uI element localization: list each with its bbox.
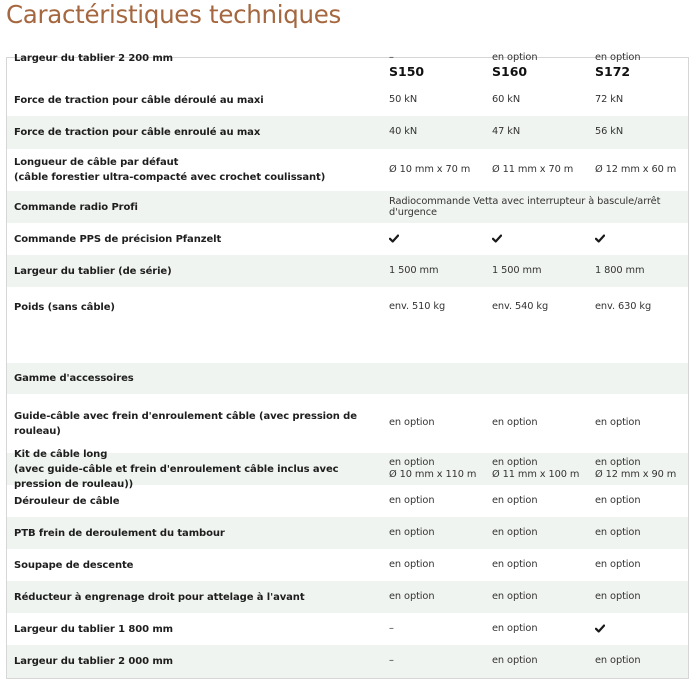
row-label-text: Largeur du tablier (de série): [14, 265, 172, 277]
row-value-s150: [389, 363, 489, 394]
row-value-s150: [389, 116, 489, 149]
row-value-s160: [492, 485, 592, 517]
row-value-s172: [595, 255, 688, 287]
row-label-text: Kit de câble long (avec guide-câble et frein d'enroulement câble inclus avec pression de rouleau)): [14, 448, 339, 490]
row-value-s172: [595, 116, 688, 149]
cell-value: 50 kN: [389, 93, 418, 105]
table-row: [7, 645, 688, 678]
row-value-s150: [389, 84, 489, 116]
row-label-text: Gamme d'accessoires: [14, 373, 134, 384]
row-value-s172: [595, 485, 688, 517]
cell-value: –: [389, 655, 394, 667]
cell-value: en option: [595, 417, 641, 429]
row-value-s172: [595, 517, 688, 549]
row-label: [14, 287, 384, 327]
row-label: [14, 116, 384, 149]
cell-value: Ø 10 mm x 70 m: [389, 163, 471, 175]
row-label: [14, 517, 384, 549]
row-value-s150: [389, 255, 489, 287]
cell-value: –: [389, 51, 394, 63]
table-row: [7, 327, 688, 363]
row-value-s172: [595, 84, 688, 116]
table-row: [7, 363, 688, 394]
spec-table: [6, 51, 689, 679]
table-row: [7, 549, 688, 581]
cell-value: en option: [595, 590, 641, 602]
cell-value: 1 500 mm: [389, 264, 439, 276]
row-label: [14, 613, 384, 645]
column-header-label: S172: [595, 63, 631, 79]
row-label-text: Force de traction pour câble enroulé au max: [14, 127, 261, 138]
cell-value: 60 kN: [492, 93, 521, 105]
table-row: [7, 149, 688, 191]
cell-value: en option: [492, 526, 538, 538]
cell-value: en option Ø 10 mm x 110 m: [389, 456, 477, 480]
row-value-s150: [389, 581, 489, 613]
table-row: [7, 223, 688, 255]
row-label-text: Réducteur à engrenage droit pour attelage à l'avant: [14, 591, 305, 603]
row-value-s150: [389, 549, 489, 581]
cell-value: 56 kN: [595, 126, 624, 138]
row-value-s172: [595, 327, 688, 363]
cell-value: en option: [389, 526, 435, 538]
row-label-text: Soupape de descente: [14, 559, 134, 571]
row-value-s160: [492, 645, 592, 678]
row-value-s172: [595, 549, 688, 581]
cell-value: en option: [492, 558, 538, 570]
row-value-s160: [492, 517, 592, 549]
row-value-s172: [595, 149, 688, 191]
row-value-s150: [389, 517, 489, 549]
cell-value: en option: [389, 417, 435, 429]
row-value-s172: [595, 453, 688, 485]
row-label: [14, 448, 384, 490]
cell-value: 47 kN: [492, 126, 521, 138]
row-label-text: Poids (sans câble): [14, 301, 115, 313]
row-label-text: Largeur du tablier 2 000 mm: [14, 656, 173, 667]
row-value-s160: [492, 84, 592, 116]
row-label-text: Dérouleur de câble: [14, 495, 120, 507]
cell-value: env. 630 kg: [595, 300, 652, 312]
cell-value: en option: [492, 622, 538, 634]
check-icon: [389, 234, 399, 244]
row-value-s172: [595, 223, 688, 255]
row-label-text: Longueur de câble par défaut (câble forestier ultra-compacté avec crochet coulissant): [14, 157, 326, 183]
row-label: [14, 581, 384, 613]
cell-value: Ø 11 mm x 70 m: [492, 163, 574, 175]
row-value-s150: [389, 149, 489, 191]
cell-value: env. 540 kg: [492, 300, 549, 312]
row-label-text: Commande PPS de précision Pfanzelt: [14, 233, 222, 245]
row-value-s160: [492, 613, 592, 645]
row-value-s160: [492, 255, 592, 287]
row-value-s160: [492, 223, 592, 255]
cell-value: en option: [595, 558, 641, 570]
table-row: [7, 517, 688, 549]
cell-value: en option: [389, 494, 435, 506]
row-value-s150: [389, 613, 489, 645]
row-value-s150: [389, 327, 489, 363]
cell-value: en option: [389, 590, 435, 602]
row-label-text: Largeur du tablier 1 800 mm: [14, 623, 173, 635]
row-value-s150: [389, 485, 489, 517]
table-row: [7, 581, 688, 613]
row-value-s160: [492, 549, 592, 581]
row-value-s150: [389, 453, 489, 485]
cell-value: 40 kN: [389, 126, 418, 138]
row-value-s160: [492, 581, 592, 613]
row-label: [14, 149, 384, 191]
cell-value: en option: [492, 51, 538, 63]
row-value-s160: [492, 287, 592, 327]
row-value-s160: [492, 327, 592, 363]
cell-value: en option: [492, 417, 538, 429]
row-label: [14, 255, 384, 287]
row-value-s160: [492, 149, 592, 191]
cell-value: en option: [595, 655, 641, 667]
cell-value: en option: [595, 494, 641, 506]
row-label: [14, 485, 384, 517]
check-icon: [595, 234, 605, 244]
cell-value: en option: [389, 558, 435, 570]
row-label: [14, 394, 384, 453]
cell-value: –: [389, 622, 394, 634]
row-label: [14, 645, 384, 678]
row-label: [14, 549, 384, 581]
cell-value: en option Ø 11 mm x 100 m: [492, 456, 580, 480]
cell-value: en option: [595, 51, 641, 63]
row-value-s160: [492, 394, 592, 453]
cell-value: en option: [492, 494, 538, 506]
row-label-text: PTB frein de deroulement du tambour: [14, 527, 225, 539]
cell-value: en option: [492, 590, 538, 602]
page-title: Caractéristiques techniques: [6, 0, 341, 29]
row-value-s150: [389, 223, 489, 255]
row-label: [14, 363, 384, 394]
cell-value: 72 kN: [595, 93, 624, 105]
cell-value: 1 500 mm: [492, 264, 542, 276]
row-label-text: Force de traction pour câble déroulé au maxi: [14, 94, 264, 106]
row-value-s172: [595, 287, 688, 327]
table-row: [7, 394, 688, 453]
row-value-s172: [595, 363, 688, 394]
column-header-label: S150: [389, 63, 425, 79]
table-row: [7, 287, 688, 327]
table-row: [7, 255, 688, 287]
row-label: [14, 327, 384, 363]
row-label-text: Guide-câble avec frein d'enroulement câble (avec pression de rouleau): [14, 410, 357, 437]
table-row: [7, 191, 688, 223]
row-value-s150: [389, 287, 489, 327]
table-row: [7, 613, 688, 645]
check-icon: [595, 624, 605, 634]
row-value-s160: [492, 363, 592, 394]
cell-value: Radiocommande Vetta avec interrupteur à bascule/arrêt d'urgence: [389, 195, 661, 218]
cell-value: 1 800 mm: [595, 264, 645, 276]
cell-value: Ø 12 mm x 60 m: [595, 163, 677, 175]
row-label: [14, 191, 384, 223]
cell-value: en option Ø 12 mm x 90 m: [595, 456, 677, 480]
row-label-text: Largeur du tablier 2 200 mm: [14, 52, 173, 64]
column-header-label: S160: [492, 63, 528, 79]
row-label: [14, 223, 384, 255]
row-value-s150: [389, 394, 489, 453]
table-row: [7, 116, 688, 149]
row-merged-value: [389, 191, 679, 223]
table-row: [7, 485, 688, 517]
cell-value: en option: [492, 655, 538, 667]
row-value-s172: [595, 645, 688, 678]
row-value-s160: [492, 453, 592, 485]
row-label: [14, 84, 384, 116]
table-row: [7, 84, 688, 116]
row-value-s172: [595, 613, 688, 645]
cell-value: en option: [595, 526, 641, 538]
cell-value: env. 510 kg: [389, 300, 446, 312]
check-icon: [492, 234, 502, 244]
row-value-s172: [595, 394, 688, 453]
row-value-s160: [492, 116, 592, 149]
column-header-s150: [389, 58, 489, 84]
table-row: [7, 448, 688, 490]
row-value-s172: [595, 581, 688, 613]
row-value-s150: [389, 645, 489, 678]
row-label-text: Commande radio Profi: [14, 201, 138, 213]
